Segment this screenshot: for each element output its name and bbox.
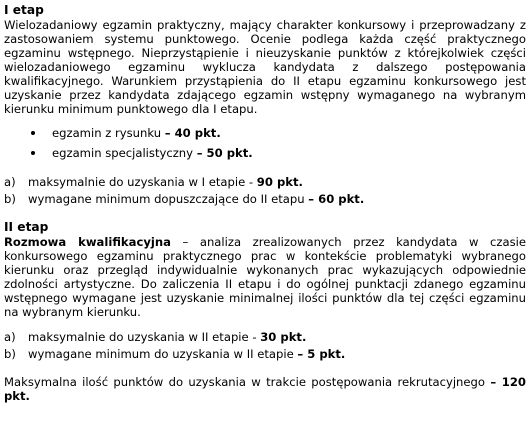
summary-value: – 120 pkt. <box>4 375 526 403</box>
exam-name: egzamin z rysunku <box>52 126 162 140</box>
etap-2-rest: – analiza zrealizowanych przez kandydata w czasie konkursowego egzaminu praktycznego prac w kontekście problematyki wybranego kierunku oraz przegląd indywidualnie wykonanych prac wykazujących odpowiednie zdolności artystyczne. Do zaliczenia II etapu i do ogólnej punktacji zdanego egzaminu wstępnego wymagane jest uzyskanie minimalnej ilości punktów dla tej części egzaminu na wybranym kierunku. <box>4 235 526 319</box>
etap-1-points-list <box>4 175 526 206</box>
points-label: maksymalnie do uzyskania w I etapie - <box>28 175 257 189</box>
etap-2-description <box>4 235 526 319</box>
list-marker: a) <box>4 175 16 189</box>
list-item <box>4 146 526 160</box>
etap-2-lead: Rozmowa kwalifikacyjna <box>4 235 171 249</box>
list-item <box>4 126 526 140</box>
etap-2-points-list <box>4 330 526 361</box>
bullet-icon <box>31 131 35 135</box>
exam-name: egzamin specjalistyczny <box>52 146 194 160</box>
list-marker: a) <box>4 330 16 344</box>
points-value: – 5 pkt. <box>297 347 346 361</box>
etap-1-description: Wielozadaniowy egzamin praktyczny, mający charakter konkursowy i przeprowadzany z zastosowaniem systemu punktowego. Ocenie podlega każda część praktycznego egzaminu wstępnego. Nieprzystąpienie i nieuzyskanie punktów z którejkolwiek części wielozadaniowego egzaminu wyklucza kandydata z dalszego postępowania kwalifikacyjnego. Warunkiem przystąpienia do II etapu egzaminu konkursowego jest uzyskanie przez kandydata zdającego egzamin wstępny wymaganego na wybranym kierunku minimum punktowego dla I etapu. <box>4 18 526 116</box>
list-item <box>4 347 526 361</box>
list-marker: b) <box>4 192 16 206</box>
list-marker: b) <box>4 347 16 361</box>
bullet-icon <box>31 151 35 155</box>
exam-points: – 40 pkt. <box>164 126 221 140</box>
etap-1-exam-list <box>4 126 526 160</box>
points-label: maksymalnie do uzyskania w II etapie - <box>28 330 261 344</box>
section-heading-etap-1: I etap <box>4 3 44 17</box>
summary-text: Maksymalna ilość punktów do uzyskania w trakcie postępowania rekrutacyjnego <box>4 375 491 389</box>
summary-paragraph <box>4 375 526 403</box>
list-item <box>4 330 526 344</box>
points-label: wymagane minimum dopuszczające do II etapu <box>28 192 309 206</box>
list-item <box>4 192 526 206</box>
points-value: 30 pkt. <box>260 330 307 344</box>
points-value: – 60 pkt. <box>308 192 365 206</box>
document-page <box>4 2 526 403</box>
points-value: 90 pkt. <box>256 175 303 189</box>
section-heading-etap-2: II etap <box>4 220 49 234</box>
list-item <box>4 175 526 189</box>
points-label: wymagane minimum do uzyskania w II etapie <box>28 347 298 361</box>
exam-points: – 50 pkt. <box>196 146 253 160</box>
